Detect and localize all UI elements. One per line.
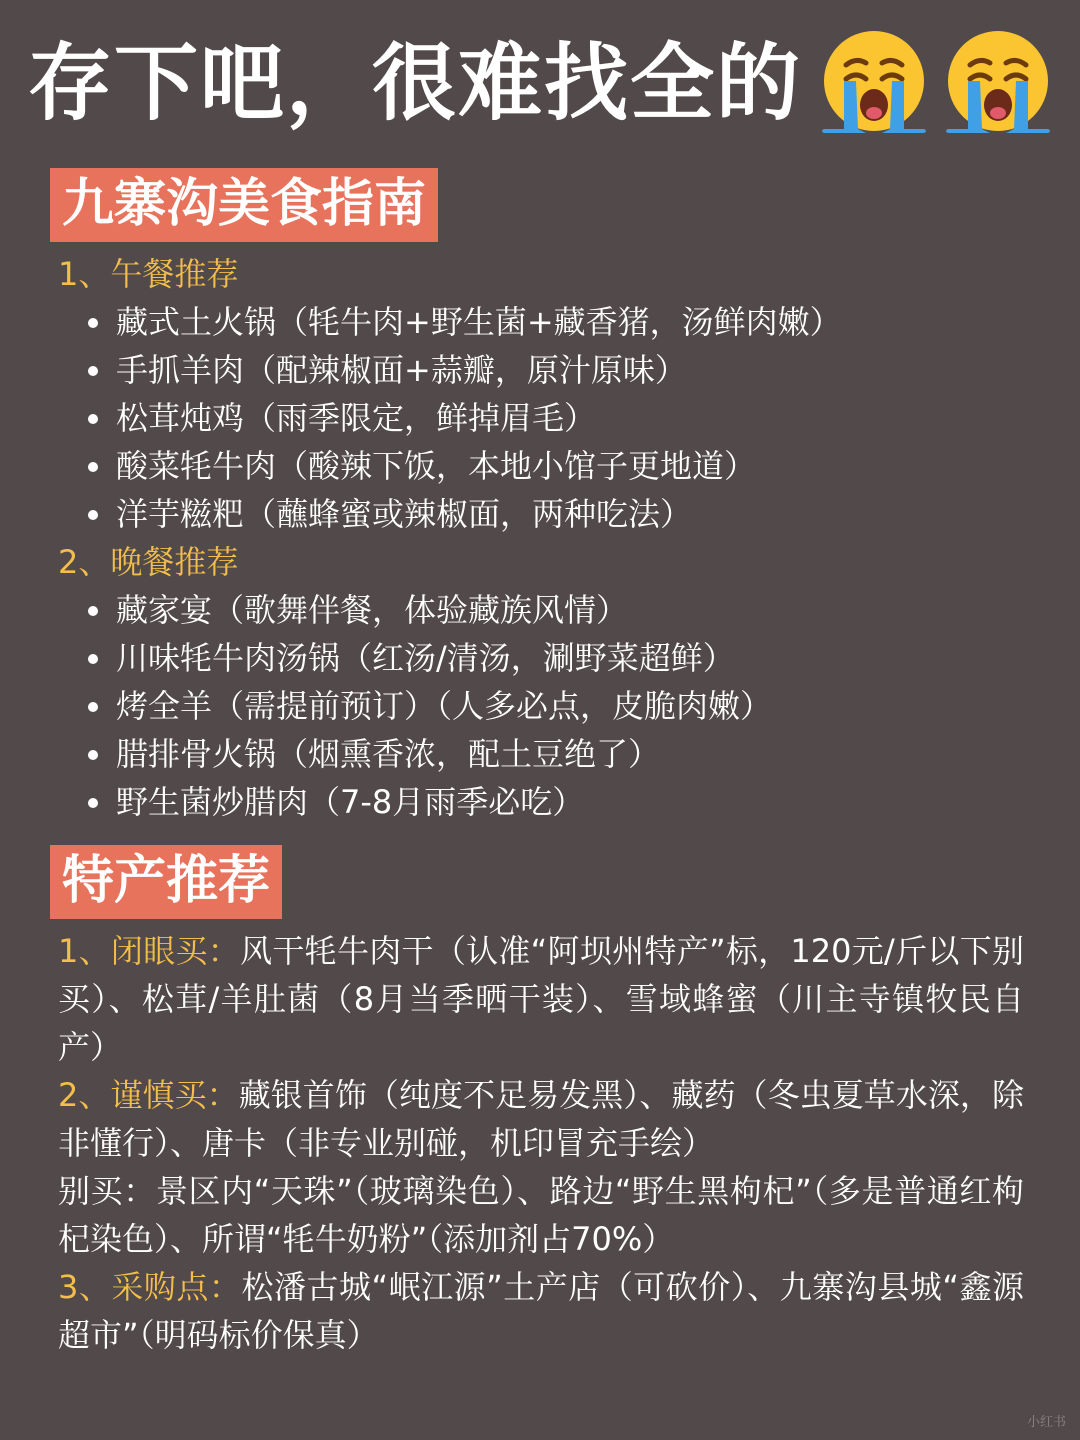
- list-item: 腊排骨火锅（烟熏香浓，配土豆绝了）: [58, 730, 1048, 778]
- dinner-category: [58, 538, 1048, 826]
- title-row: [28, 18, 1056, 148]
- specialty-text: 别买：景区内“天珠”（玻璃染色）、路边“野生黑枸杞”（多是普通红枸杞染色）、所谓“牦牛奶粉”（添加剂占70%）: [58, 1172, 1024, 1258]
- specialty-heading: 2、谨慎买：: [58, 1076, 239, 1114]
- list-item: 烤全羊（需提前预订）（人多必点，皮脆肉嫩）: [58, 682, 1048, 730]
- specialty-heading: 3、采购点：: [58, 1268, 242, 1306]
- specialty-paragraph: [58, 1167, 1024, 1263]
- lunch-list: [58, 298, 1048, 538]
- page-title: 存下吧，很难找全的: [28, 34, 803, 132]
- list-item: 野生菌炒腊肉（7-8月雨季必吃）: [58, 778, 1048, 826]
- list-item: 川味牦牛肉汤锅（红汤/清汤，涮野菜超鲜）: [58, 634, 1048, 682]
- specialty-label: 特产推荐: [50, 845, 282, 919]
- specialty-paragraph: [58, 1071, 1024, 1167]
- specialty-text: 松潘古城“岷江源”土产店（可砍价）、九寨沟县城“鑫源超市”（明码标价保真）: [58, 1268, 1024, 1354]
- list-item: 藏式土火锅（牦牛肉+野生菌+藏香猪，汤鲜肉嫩）: [58, 298, 1048, 346]
- list-item: 酸菜牦牛肉（酸辣下饭，本地小馆子更地道）: [58, 442, 1048, 490]
- specialty-text: 风干牦牛肉干（认准“阿坝州特产”标，120元/斤以下别买）、松茸/羊肚菌（8月当季晒干装）、雪域蜂蜜（川主寺镇牧民自产）: [58, 932, 1024, 1066]
- list-item: 洋芋糍粑（蘸蜂蜜或辣椒面，两种吃法）: [58, 490, 1048, 538]
- list-item: 手抓羊肉（配辣椒面+蒜瓣，原汁原味）: [58, 346, 1048, 394]
- dinner-list: [58, 586, 1048, 826]
- specialty-paragraph: [58, 1263, 1024, 1359]
- specialty-paragraph: [58, 927, 1024, 1071]
- loudly-crying-face-icon: [816, 25, 932, 141]
- loudly-crying-face-icon: [940, 25, 1056, 141]
- lunch-category: [58, 250, 1048, 538]
- watermark: 小红书: [1026, 1415, 1066, 1430]
- food-categories: [58, 250, 1048, 826]
- specialty-heading: 1、闭眼买：: [58, 932, 241, 970]
- list-item: 松茸炖鸡（雨季限定，鲜掉眉毛）: [58, 394, 1048, 442]
- lunch-title: 1、午餐推荐: [58, 255, 239, 293]
- list-item: 藏家宴（歌舞伴餐，体验藏族风情）: [58, 586, 1048, 634]
- specialty-text: 藏银首饰（纯度不足易发黑）、藏药（冬虫夏草水深，除非懂行）、唐卡（非专业别碰，机印冒充手绘）: [58, 1076, 1024, 1162]
- dinner-title: 2、晚餐推荐: [58, 543, 239, 581]
- emoji-group: [816, 25, 1056, 141]
- specialty-body: [58, 927, 1024, 1359]
- food-guide-label: 九寨沟美食指南: [50, 168, 438, 242]
